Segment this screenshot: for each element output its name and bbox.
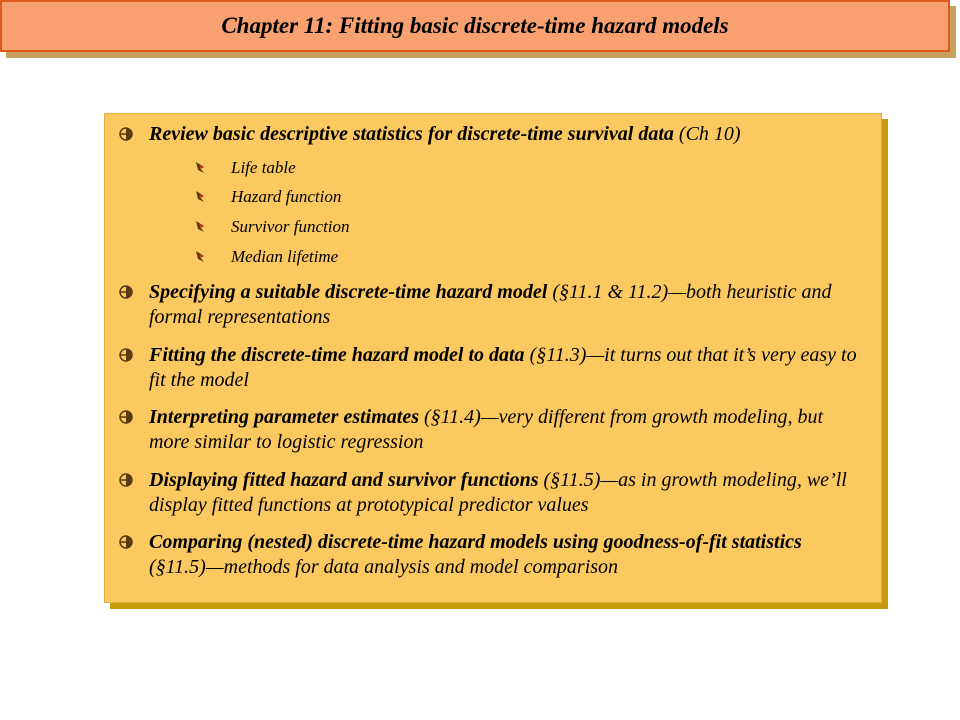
item-rest: (§11.1 & 11.2)—both heuristic and formal representations <box>149 281 832 328</box>
bullet-icon <box>119 535 133 549</box>
item-bold: Review basic descriptive statistics for discrete-time survival data <box>149 123 674 145</box>
bullet-icon <box>119 348 133 362</box>
arrow-bullet-icon <box>195 250 207 264</box>
title-bar <box>0 0 950 52</box>
sub-item-label: Life table <box>231 158 296 177</box>
arrow-bullet-icon <box>195 220 207 234</box>
list-item <box>149 122 861 147</box>
item-bold: Displaying fitted hazard and survivor functions <box>149 469 539 491</box>
list-item <box>149 280 861 330</box>
sub-item <box>231 247 338 267</box>
arrow-bullet-icon <box>195 190 207 204</box>
bullet-icon <box>119 410 133 424</box>
content-box <box>104 113 882 603</box>
item-rest: (§11.3)—it turns out that it’s very easy to fit the model <box>149 344 857 391</box>
sub-item-label: Median lifetime <box>231 247 339 266</box>
sub-item <box>231 158 296 178</box>
item-bold: Fitting the discrete-time hazard model to data <box>149 344 525 366</box>
item-bold: Comparing (nested) discrete-time hazard models using goodness-of-fit statistics <box>149 531 802 553</box>
item-bold: Interpreting parameter estimates <box>149 406 419 428</box>
sub-item-label: Hazard function <box>231 187 342 206</box>
item-rest: (§11.4)—very different from growth modeling, but more similar to logistic regression <box>149 406 824 453</box>
item-rest: (Ch 10) <box>673 123 741 145</box>
item-rest: (§11.5)—methods for data analysis and model comparison <box>149 556 619 578</box>
arrow-bullet-icon <box>195 161 207 175</box>
sub-item <box>231 187 341 207</box>
bullet-icon <box>119 473 133 487</box>
list-item <box>149 405 861 455</box>
list-item <box>149 343 861 393</box>
bullet-icon <box>119 127 133 141</box>
sub-item <box>231 217 350 237</box>
item-bold: Specifying a suitable discrete-time hazard model <box>149 281 548 303</box>
page-title: Chapter 11: Fitting basic discrete-time hazard models <box>221 13 729 38</box>
list-item <box>149 468 861 518</box>
sub-item-label: Survivor function <box>231 217 350 236</box>
item-rest: (§11.5)—as in growth modeling, we’ll display fitted functions at prototypical predictor values <box>149 469 847 516</box>
list-item <box>149 530 861 580</box>
bullet-icon <box>119 285 133 299</box>
